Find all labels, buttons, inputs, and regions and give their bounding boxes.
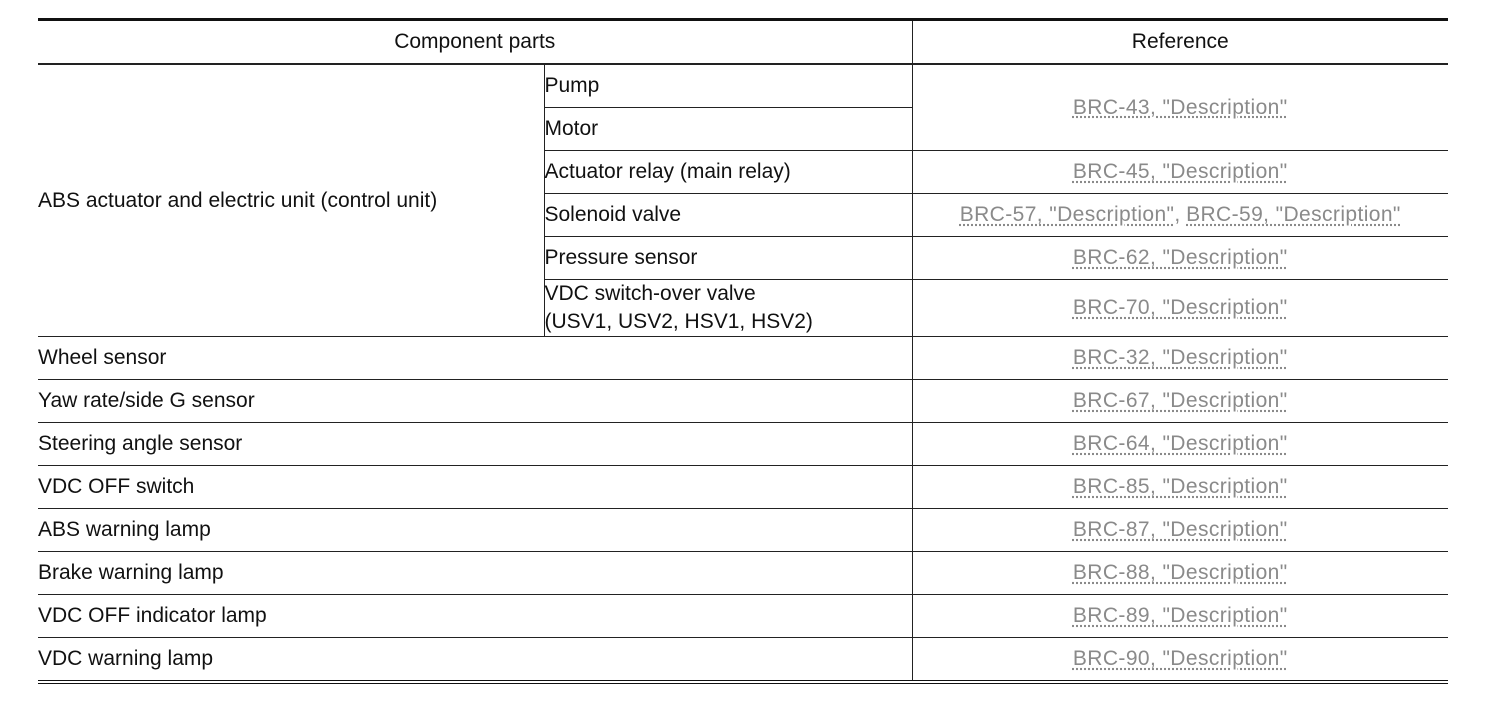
table-row — [38, 423, 1448, 466]
header-component-parts: Component parts — [38, 20, 912, 65]
table-row — [38, 638, 1448, 683]
part-label: Yaw rate/side G sensor — [38, 380, 912, 423]
ref-cell-pump-motor — [912, 64, 1448, 151]
ref-cell-actuator-relay — [912, 151, 1448, 194]
part-label: Steering angle sensor — [38, 423, 912, 466]
table-row — [38, 380, 1448, 423]
table-row — [38, 64, 1448, 108]
reference-link[interactable]: BRC-90, "Description" — [1072, 647, 1288, 670]
reference-link[interactable]: BRC-89, "Description" — [1072, 604, 1288, 627]
part-label: VDC OFF indicator lamp — [38, 595, 912, 638]
part-solenoid-valve: Solenoid valve — [544, 194, 912, 237]
ref-cell — [912, 552, 1448, 595]
ref-cell — [912, 595, 1448, 638]
reference-link[interactable]: BRC-59, "Description" — [1186, 203, 1401, 226]
table-row — [38, 337, 1448, 380]
ref-cell-pressure-sensor — [912, 237, 1448, 280]
reference-link[interactable]: BRC-67, "Description" — [1072, 389, 1288, 412]
part-vdc-switch-over-valve — [544, 280, 912, 337]
part-label: Wheel sensor — [38, 337, 912, 380]
reference-link[interactable]: BRC-88, "Description" — [1072, 561, 1288, 584]
part-vdc-valve-line1: VDC switch-over valve — [544, 282, 756, 305]
ref-cell — [912, 423, 1448, 466]
table-header-row — [38, 20, 1448, 65]
reference-link[interactable]: BRC-45, "Description" — [1072, 160, 1288, 183]
part-pump: Pump — [544, 64, 912, 108]
part-vdc-valve-line2: (USV1, USV2, HSV1, HSV2) — [544, 310, 813, 333]
table-row — [38, 466, 1448, 509]
part-label: VDC OFF switch — [38, 466, 912, 509]
table-row — [38, 552, 1448, 595]
ref-cell — [912, 337, 1448, 380]
ref-cell — [912, 509, 1448, 552]
ref-cell — [912, 638, 1448, 683]
table-row — [38, 595, 1448, 638]
component-reference-table — [38, 18, 1448, 684]
part-label: VDC warning lamp — [38, 638, 912, 683]
header-reference: Reference — [912, 20, 1448, 65]
table-row — [38, 509, 1448, 552]
reference-link[interactable]: BRC-70, "Description" — [1072, 296, 1288, 319]
ref-cell-vdc-valve — [912, 280, 1448, 337]
reference-link[interactable]: BRC-87, "Description" — [1072, 518, 1288, 541]
ref-cell — [912, 466, 1448, 509]
reference-link[interactable]: BRC-32, "Description" — [1072, 346, 1288, 369]
reference-link[interactable]: BRC-43, "Description" — [1072, 95, 1288, 119]
ref-cell — [912, 380, 1448, 423]
part-actuator-relay: Actuator relay (main relay) — [544, 151, 912, 194]
reference-link[interactable]: BRC-57, "Description" — [959, 203, 1175, 226]
reference-separator: , — [1174, 203, 1187, 226]
reference-link[interactable]: BRC-62, "Description" — [1072, 246, 1288, 269]
part-label: Brake warning lamp — [38, 552, 912, 595]
reference-link[interactable]: BRC-85, "Description" — [1072, 475, 1288, 498]
ref-cell-solenoid-valve — [912, 194, 1448, 237]
part-label: ABS warning lamp — [38, 509, 912, 552]
reference-link[interactable]: BRC-64, "Description" — [1072, 432, 1288, 455]
part-motor: Motor — [544, 108, 912, 151]
abs-unit-label: ABS actuator and electric unit (control unit) — [38, 64, 544, 337]
part-pressure-sensor: Pressure sensor — [544, 237, 912, 280]
